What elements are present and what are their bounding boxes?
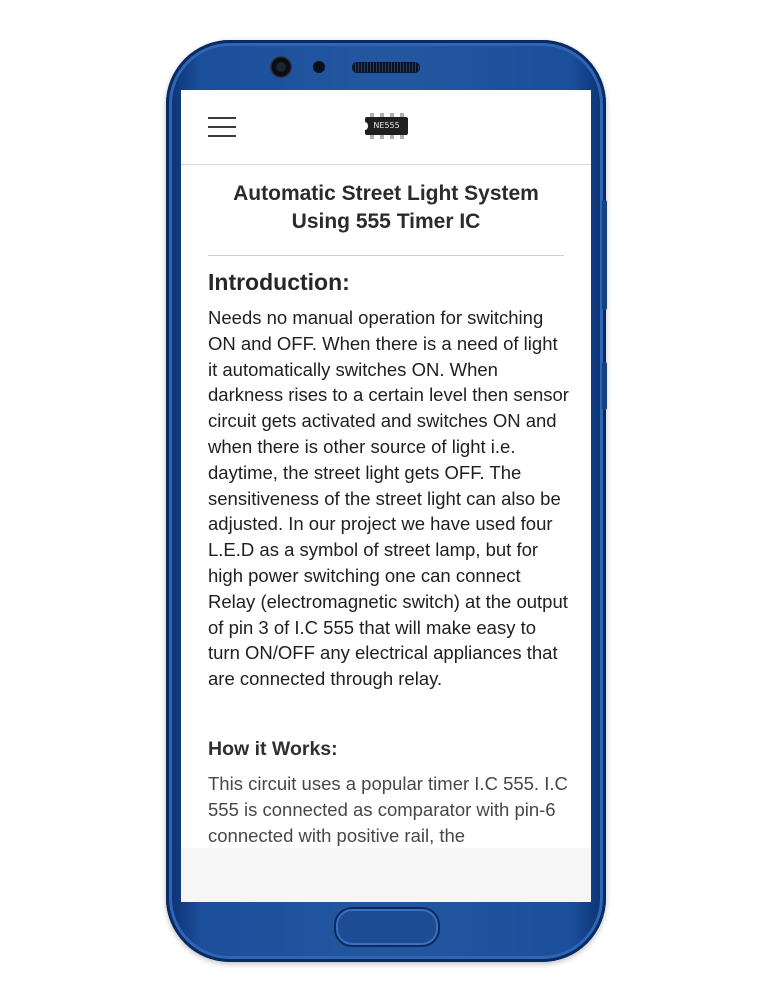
bottom-area — [181, 848, 591, 902]
power-button — [602, 362, 607, 410]
title-line-2: Using 555 Timer IC — [291, 210, 481, 233]
introduction-paragraph: Needs no manual operation for switching ON and OFF. When there is a need of light it automatically switches ON. When darkness rises to a certain level then sensor circuit gets activated and switches ON and when there is other source of light i.e. daytime, the street light gets OFF. The sensitiveness of the street light can also be adjusted. In our project we have used four L.E.D as a symbol of street lamp, but for high power switching one can connect Relay (electromagnetic switch) at the output of pin 3 of I.C 555 that will make easy to turn ON/OFF any electrical appliances that are connected through relay. — [208, 307, 569, 690]
home-button[interactable] — [334, 907, 440, 947]
title-divider — [208, 255, 564, 256]
phone-screen — [181, 90, 591, 902]
title-line-1: Automatic Street Light System — [233, 182, 539, 205]
article-content[interactable] — [181, 164, 591, 848]
introduction-heading: Introduction: — [208, 269, 350, 295]
proximity-sensor — [313, 61, 325, 73]
page-title — [208, 180, 564, 236]
app-bar — [181, 90, 591, 165]
app-logo-text: NE555 — [373, 121, 400, 130]
front-camera — [270, 56, 292, 78]
ic-chip-icon — [365, 112, 408, 140]
how-it-works-heading: How it Works: — [208, 738, 338, 760]
how-it-works-paragraph: This circuit uses a popular timer I.C 555. I.C 555 is connected as comparator with pin-6 connected with positive rail, the — [208, 773, 568, 846]
volume-button — [602, 200, 607, 310]
earpiece-speaker — [352, 62, 420, 73]
hamburger-menu-icon[interactable] — [208, 115, 236, 137]
